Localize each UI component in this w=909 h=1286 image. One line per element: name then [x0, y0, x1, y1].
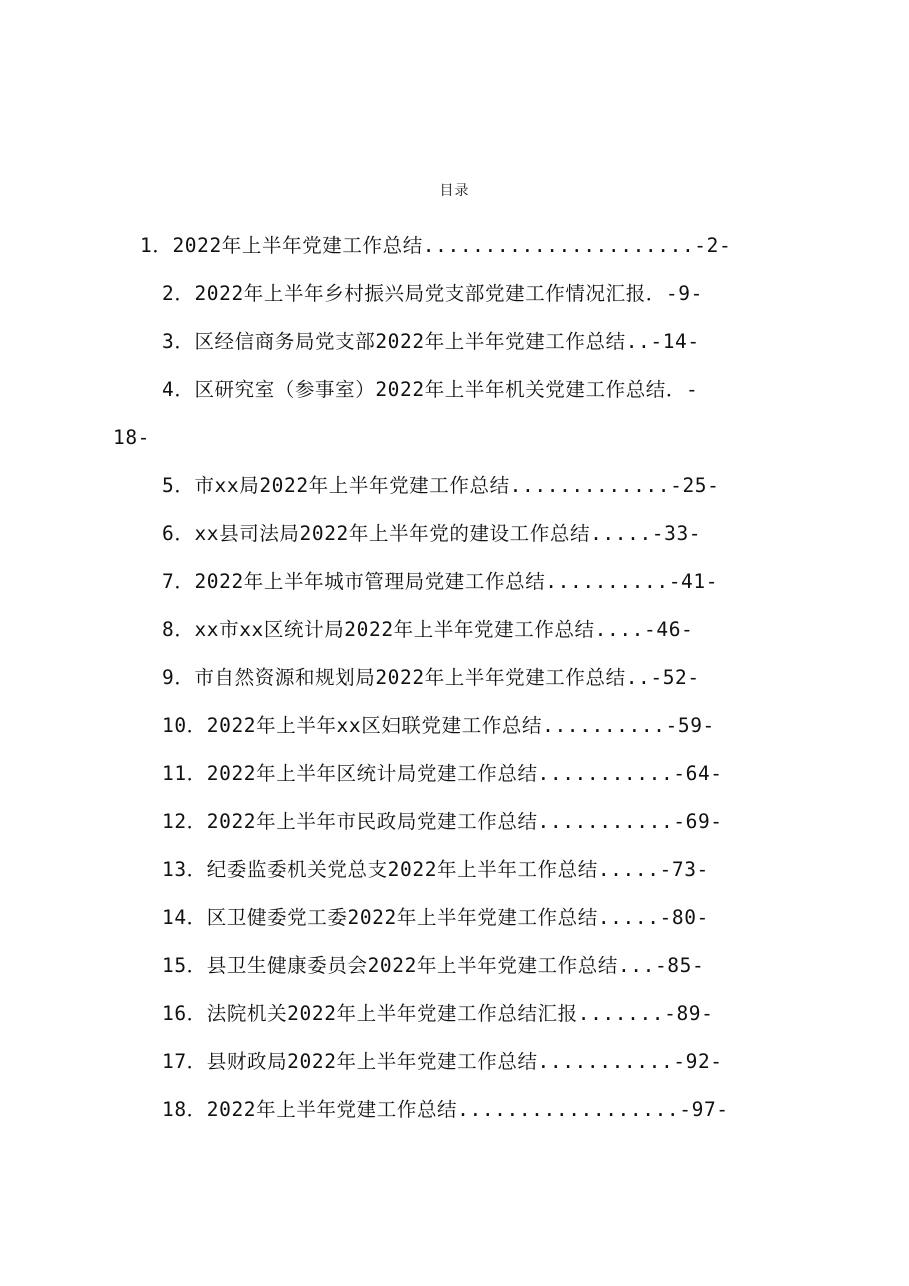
toc-entry[interactable]: 7．2022年上半年城市管理局党建工作总结..........-41- [162, 570, 719, 593]
toc-entry[interactable]: 15．县卫生健康委员会2022年上半年党建工作总结...-85- [162, 954, 705, 977]
toc-entry[interactable]: 8．xx市xx区统计局2022年上半年党建工作总结....-46- [162, 618, 694, 641]
toc-entry[interactable]: 13．纪委监委机关党总支2022年上半年工作总结.....-73- [162, 858, 709, 881]
toc-entry[interactable]: 12．2022年上半年市民政局党建工作总结...........-69- [162, 810, 723, 833]
page-title: 目录 [439, 183, 470, 199]
toc-entry[interactable]: 5．市xx局2022年上半年党建工作总结.............-25- [162, 474, 720, 497]
toc-entry[interactable]: 11．2022年上半年区统计局党建工作总结...........-64- [162, 762, 723, 785]
toc-entry[interactable]: 18．2022年上半年党建工作总结..................-97- [162, 1098, 729, 1121]
toc-entry-continuation[interactable]: 18- [113, 426, 151, 449]
toc-entry[interactable]: 4．区研究室（参事室）2022年上半年机关党建工作总结．- [162, 378, 699, 401]
toc-entry[interactable]: 17．县财政局2022年上半年党建工作总结...........-92- [162, 1050, 723, 1073]
toc-entry[interactable]: 2．2022年上半年乡村振兴局党支部党建工作情况汇报．-9- [162, 282, 703, 305]
toc-entry[interactable]: 6．xx县司法局2022年上半年党的建设工作总结.....-33- [162, 522, 702, 545]
toc-entry[interactable]: 16．法院机关2022年上半年党建工作总结汇报.......-89- [162, 1002, 714, 1025]
toc-entry[interactable]: 10．2022年上半年xx区妇联党建工作总结..........-59- [162, 714, 715, 737]
toc-entry[interactable]: 14．区卫健委党工委2022年上半年党建工作总结.....-80- [162, 906, 709, 929]
toc-entry[interactable]: 3．区经信商务局党支部2022年上半年党建工作总结..-14- [162, 330, 700, 353]
toc-entry[interactable]: 9．市自然资源和规划局2022年上半年党建工作总结..-52- [162, 666, 700, 689]
toc-entry[interactable]: 1．2022年上半年党建工作总结......................-2- [140, 234, 732, 257]
